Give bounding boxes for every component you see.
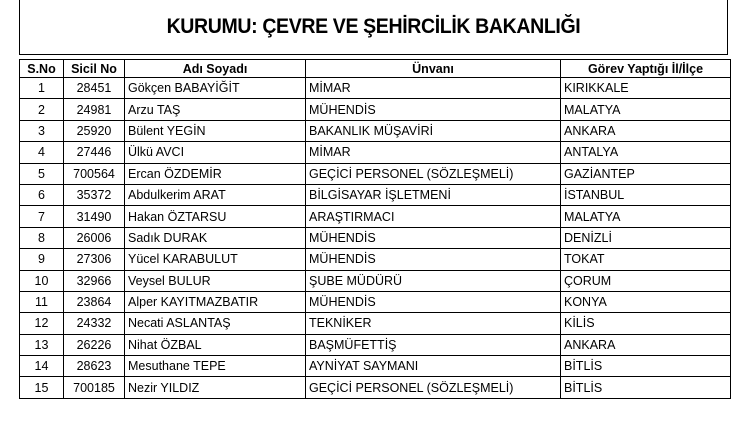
cell-sno: 10 xyxy=(20,270,64,291)
cell-city: ANKARA xyxy=(561,334,731,355)
header-title: Ünvanı xyxy=(306,60,561,78)
cell-title: MÜHENDİS xyxy=(306,227,561,248)
cell-sicil: 26006 xyxy=(64,227,125,248)
cell-sno: 6 xyxy=(20,184,64,205)
table-row xyxy=(20,334,731,355)
cell-name: Necati ASLANTAŞ xyxy=(125,313,306,334)
cell-sno: 4 xyxy=(20,142,64,163)
table-row xyxy=(20,356,731,377)
page-title: KURUMU: ÇEVRE VE ŞEHİRCİLİK BAKANLIĞI xyxy=(166,15,581,38)
table-row xyxy=(20,184,731,205)
table-row xyxy=(20,377,731,398)
cell-city: BİTLİS xyxy=(561,377,731,398)
cell-sicil: 27306 xyxy=(64,249,125,270)
cell-sno: 11 xyxy=(20,291,64,312)
cell-name: Sadık DURAK xyxy=(125,227,306,248)
cell-name: Mesuthane TEPE xyxy=(125,356,306,377)
cell-sicil: 31490 xyxy=(64,206,125,227)
cell-city: BİTLİS xyxy=(561,356,731,377)
cell-title: BAKANLIK MÜŞAVİRİ xyxy=(306,120,561,141)
table-row xyxy=(20,78,731,99)
cell-sicil: 27446 xyxy=(64,142,125,163)
cell-sicil: 24332 xyxy=(64,313,125,334)
cell-sicil: 28623 xyxy=(64,356,125,377)
cell-name: Gökçen BABAYİĞİT xyxy=(125,78,306,99)
cell-sicil: 26226 xyxy=(64,334,125,355)
cell-sicil: 700564 xyxy=(64,163,125,184)
cell-city: İSTANBUL xyxy=(561,184,731,205)
cell-title: ŞUBE MÜDÜRÜ xyxy=(306,270,561,291)
cell-title: AYNİYAT SAYMANI xyxy=(306,356,561,377)
header-sicil: Sicil No xyxy=(64,60,125,78)
cell-sicil: 28451 xyxy=(64,78,125,99)
cell-sno: 14 xyxy=(20,356,64,377)
table-row xyxy=(20,120,731,141)
title-box xyxy=(19,0,728,55)
cell-sno: 5 xyxy=(20,163,64,184)
header-name: Adı Soyadı xyxy=(125,60,306,78)
table-row xyxy=(20,99,731,120)
cell-sno: 9 xyxy=(20,249,64,270)
table-row xyxy=(20,249,731,270)
cell-name: Nihat ÖZBAL xyxy=(125,334,306,355)
cell-name: Hakan ÖZTARSU xyxy=(125,206,306,227)
cell-sicil: 24981 xyxy=(64,99,125,120)
cell-sicil: 25920 xyxy=(64,120,125,141)
cell-title: MÜHENDİS xyxy=(306,99,561,120)
table-body xyxy=(20,78,731,399)
cell-title: MİMAR xyxy=(306,142,561,163)
cell-title: MİMAR xyxy=(306,78,561,99)
table-header-row xyxy=(20,60,731,78)
cell-title: ARAŞTIRMACI xyxy=(306,206,561,227)
cell-city: KONYA xyxy=(561,291,731,312)
cell-name: Arzu TAŞ xyxy=(125,99,306,120)
cell-title: BAŞMÜFETTİŞ xyxy=(306,334,561,355)
cell-sno: 15 xyxy=(20,377,64,398)
cell-name: Alper KAYITMAZBATIR xyxy=(125,291,306,312)
table-row xyxy=(20,227,731,248)
cell-city: KIRIKKALE xyxy=(561,78,731,99)
cell-name: Bülent YEGİN xyxy=(125,120,306,141)
cell-name: Abdulkerim ARAT xyxy=(125,184,306,205)
table-row xyxy=(20,206,731,227)
cell-sicil: 32966 xyxy=(64,270,125,291)
cell-sno: 1 xyxy=(20,78,64,99)
table-row xyxy=(20,270,731,291)
cell-name: Veysel BULUR xyxy=(125,270,306,291)
cell-city: ÇORUM xyxy=(561,270,731,291)
cell-sno: 12 xyxy=(20,313,64,334)
cell-title: GEÇİCİ PERSONEL (SÖZLEŞMELİ) xyxy=(306,377,561,398)
cell-sno: 2 xyxy=(20,99,64,120)
header-sno: S.No xyxy=(20,60,64,78)
cell-city: TOKAT xyxy=(561,249,731,270)
cell-sicil: 700185 xyxy=(64,377,125,398)
cell-name: Ercan ÖZDEMİR xyxy=(125,163,306,184)
cell-title: GEÇİCİ PERSONEL (SÖZLEŞMELİ) xyxy=(306,163,561,184)
table-row xyxy=(20,313,731,334)
table-row xyxy=(20,163,731,184)
cell-title: BİLGİSAYAR İŞLETMENİ xyxy=(306,184,561,205)
cell-city: MALATYA xyxy=(561,206,731,227)
cell-city: ANKARA xyxy=(561,120,731,141)
cell-sno: 13 xyxy=(20,334,64,355)
cell-sno: 3 xyxy=(20,120,64,141)
cell-title: MÜHENDİS xyxy=(306,249,561,270)
cell-sicil: 35372 xyxy=(64,184,125,205)
table-row xyxy=(20,142,731,163)
cell-city: ANTALYA xyxy=(561,142,731,163)
cell-city: GAZİANTEP xyxy=(561,163,731,184)
table-row xyxy=(20,291,731,312)
cell-name: Ülkü AVCI xyxy=(125,142,306,163)
cell-sicil: 23864 xyxy=(64,291,125,312)
personnel-table xyxy=(19,59,731,399)
cell-name: Nezir YILDIZ xyxy=(125,377,306,398)
cell-name: Yücel KARABULUT xyxy=(125,249,306,270)
cell-city: MALATYA xyxy=(561,99,731,120)
cell-sno: 7 xyxy=(20,206,64,227)
cell-title: MÜHENDİS xyxy=(306,291,561,312)
cell-city: KİLİS xyxy=(561,313,731,334)
cell-sno: 8 xyxy=(20,227,64,248)
cell-city: DENİZLİ xyxy=(561,227,731,248)
cell-title: TEKNİKER xyxy=(306,313,561,334)
header-city: Görev Yaptığı İl/İlçe xyxy=(561,60,731,78)
